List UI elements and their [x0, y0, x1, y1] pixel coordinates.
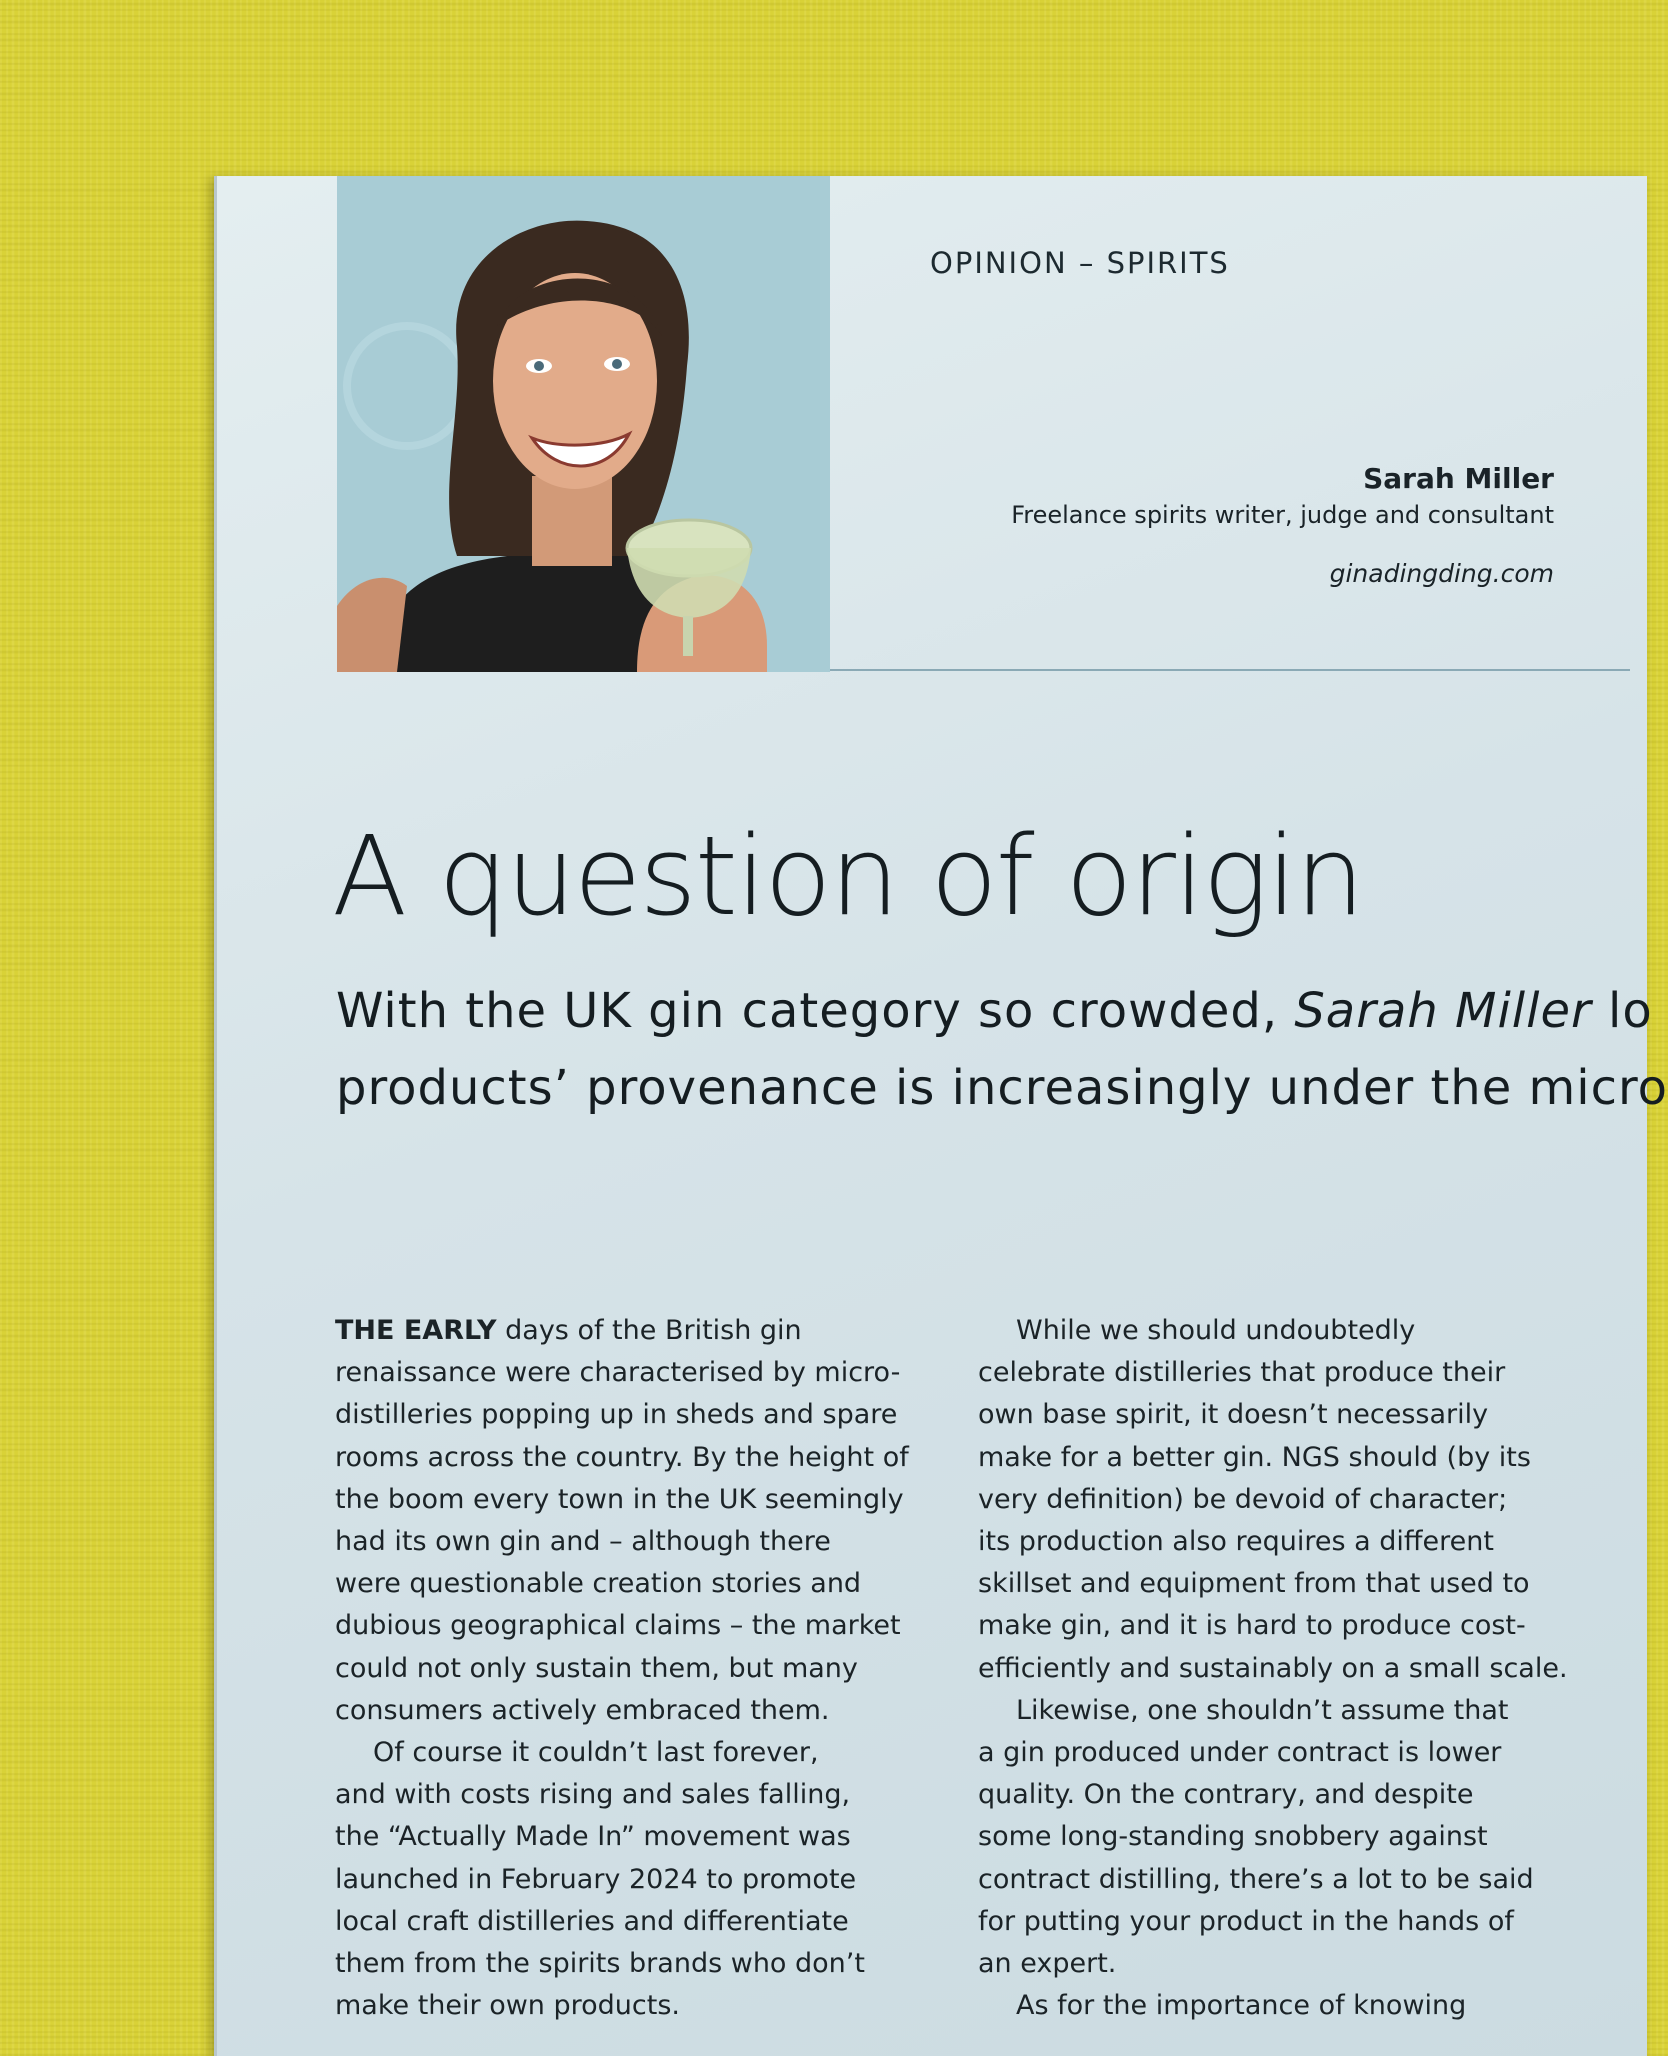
text-line: its production also requires a different	[978, 1526, 1494, 1558]
lead-in: THE EARLY	[335, 1315, 497, 1346]
text-line: renaissance were characterised by micro-	[335, 1357, 901, 1389]
text-line: for putting your product in the hands of	[978, 1905, 1514, 1937]
standfirst-text: With the UK gin category so crowded,	[336, 983, 1295, 1039]
text-line: and with costs rising and sales falling,	[335, 1779, 851, 1811]
paragraph	[978, 1690, 1558, 1985]
header-divider	[830, 669, 1630, 671]
text-line: days of the British gin	[496, 1315, 802, 1346]
text-line: contract distilling, there’s a lot to be said	[978, 1863, 1534, 1895]
text-line: launched in February 2024 to promote	[335, 1863, 857, 1895]
paragraph	[335, 1732, 935, 2027]
text-line: very definition) be devoid of character;	[978, 1483, 1508, 1515]
text-line: were questionable creation stories and	[335, 1568, 862, 1600]
text-line: make gin, and it is hard to produce cost-	[978, 1610, 1526, 1642]
text-line: quality. On the contrary, and despite	[978, 1779, 1474, 1811]
author-byline	[1011, 462, 1554, 588]
text-line: some long-standing snobbery against	[978, 1821, 1488, 1853]
text-line: efficiently and sustainably on a small scale.	[978, 1652, 1568, 1684]
text-line: local craft distilleries and differentiate	[335, 1905, 849, 1937]
text-line: had its own gin and – although there	[335, 1526, 831, 1558]
paragraph	[978, 1310, 1568, 1690]
text-line: While we should undoubtedly	[1016, 1315, 1416, 1346]
text-line: skillset and equipment from that used to	[978, 1568, 1530, 1600]
author-website-link[interactable]: ginadingding.com	[1329, 559, 1554, 588]
article-column-1	[335, 1310, 935, 2027]
text-line: the “Actually Made In” movement was	[335, 1821, 851, 1853]
standfirst-text: products’ provenance is increasingly under the micro	[336, 1060, 1668, 1116]
text-line: an expert.	[978, 1948, 1117, 1980]
section-kicker: OPINION – SPIRITS	[930, 246, 1230, 280]
text-line: consumers actively embraced them.	[335, 1694, 830, 1726]
text-line: make for a better gin. NGS should (by its	[978, 1441, 1531, 1473]
text-line: them from the spirits brands who don’t	[335, 1948, 865, 1980]
text-line: own base spirit, it doesn’t necessarily	[978, 1399, 1489, 1431]
text-line: make their own products.	[335, 1990, 681, 2022]
text-line: celebrate distilleries that produce their	[978, 1357, 1506, 1389]
standfirst-author-name: Sarah Miller	[1294, 983, 1592, 1039]
text-line: could not only sustain them, but many	[335, 1652, 858, 1684]
text-line: dubious geographical claims – the market	[335, 1610, 901, 1642]
text-line: As for the importance of knowing	[1016, 1990, 1467, 2022]
article-column-2	[978, 1310, 1568, 2027]
text-line: Likewise, one shouldn’t assume that	[1016, 1694, 1509, 1726]
text-line: Of course it couldn’t last forever,	[373, 1737, 819, 1769]
text-line: the boom every town in the UK seemingly	[335, 1483, 904, 1515]
article-title: A question of origin	[332, 812, 1363, 940]
standfirst-text: lo	[1591, 983, 1653, 1039]
author-role: Freelance spirits writer, judge and consultant	[1011, 501, 1554, 529]
author-name: Sarah Miller	[1363, 462, 1554, 495]
paragraph	[978, 1985, 1558, 2027]
text-line: a gin produced under contract is lower	[978, 1737, 1502, 1769]
text-line: rooms across the country. By the height of	[335, 1441, 909, 1473]
paragraph	[335, 1310, 935, 1732]
author-photo	[337, 176, 830, 672]
text-line: distilleries popping up in sheds and spare	[335, 1399, 898, 1431]
article-standfirst	[336, 973, 1668, 1127]
